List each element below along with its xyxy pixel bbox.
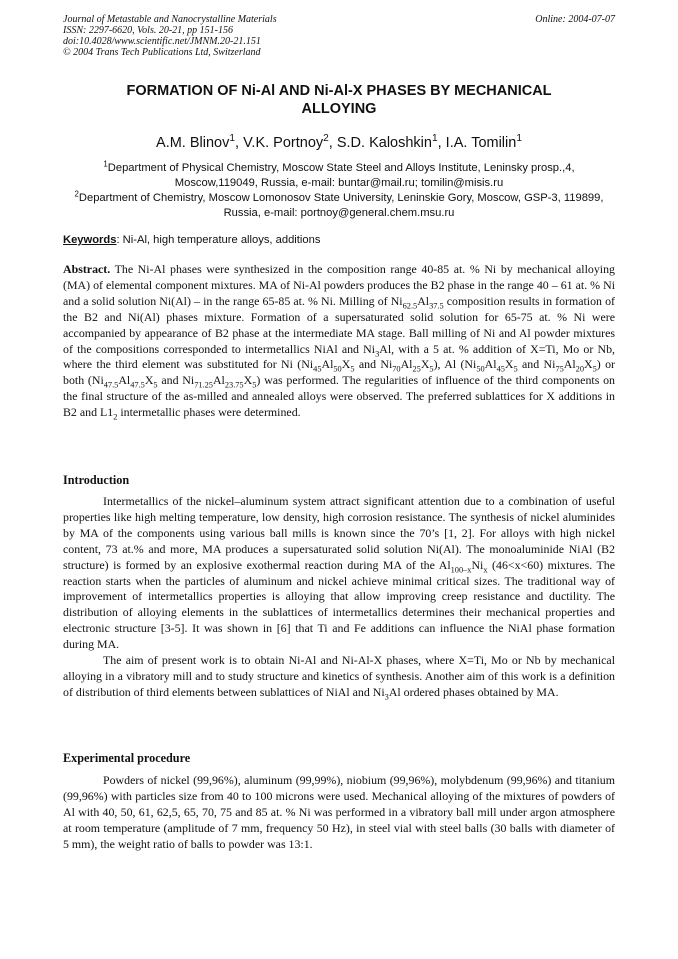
author-name: S.D. Kaloshkin (336, 135, 432, 151)
affiliations (63, 161, 615, 221)
experimental-heading: Experimental procedure (63, 751, 191, 765)
paragraph-text: The aim of present work is to obtain Ni-Al and Ni-Al-X phases, where X=Ti, Mo or Nb by mechanical alloying in a vibratory mill and to study structure and kinetics of synthesis. Another aim of this work is a definition of distribution of third elements between sublattices of NiAl and Ni (63, 653, 615, 699)
online-date: Online: 2004-07-07 (535, 14, 615, 25)
abstract-text: X (584, 357, 593, 372)
keywords-text: : Ni-Al, high temperature alloys, additions (116, 234, 321, 246)
subscript: x (483, 565, 488, 574)
paper-title (63, 82, 615, 118)
abstract-text: ) was performed. The regularities of influence of the third components on the final structure of the as-milled and annealed alloys were observed. The preferred sublattices for X additions in B2 and L1 (63, 373, 615, 420)
subscript: 2 (113, 412, 118, 422)
title-line-1: FORMATION OF Ni-Al AND Ni-Al-X PHASES BY MECHANICAL (126, 83, 552, 99)
doi-line: doi:10.4028/www.scientific.net/JMNM.20-21.151 (63, 36, 261, 47)
abstract-text: X (144, 373, 154, 388)
author-affiliation-mark: 1 (229, 133, 236, 145)
title-line-2: ALLOYING (301, 101, 377, 117)
affiliation-mark: 1 (103, 159, 108, 169)
abstract-text: and Ni (354, 357, 393, 372)
abstract-text: Al (212, 373, 225, 388)
subscript: 3 (375, 348, 380, 358)
subscript: 5 (350, 364, 355, 374)
introduction-body (63, 494, 615, 701)
affiliation-1 (63, 161, 615, 191)
experimental-body (63, 773, 615, 853)
paragraph-text: Intermetallics of the nickel–aluminum system attract significant attention due to a combination of useful properties like high melting temperature, low density, high corrosion resistance. The synthesis of nickel aluminides by MA of the components using various ball mills is known since the 70’s [1, 2]. For alloys with high nickel content, 73 at.% and more, MA produces a supersaturated solid solution Ni(Al). The monoaluminide NiAl (B2 structure) is formed by an explosive exothermal reaction during MA of the Al (63, 494, 615, 572)
subscript: 23.75 (224, 380, 244, 390)
keywords-label: Keywords (63, 234, 117, 246)
paragraph-text: (46<x<60) mixtures. The reaction starts when the particles of aluminum and nickel achieve minimal critical sizes. The traditional way of improvement of intermetallics properties is alloying that allow improving creep resistance and ductility. The distribution of alloying elements in the sublattices of intermetallics determines their mechanical properties and electronic structure [3-5]. It was shown in [6] that Ti and Fe additions can influence the NiAl phase formation during MA. (63, 557, 615, 652)
introduction-heading: Introduction (63, 473, 130, 487)
author-affiliation-mark: 1 (431, 133, 438, 145)
subscript: 62.5 (402, 301, 418, 311)
subscript: 5 (153, 380, 158, 390)
abstract-text: Al (484, 357, 497, 372)
subscript: 71.25 (194, 380, 213, 390)
subscript: 20 (575, 364, 584, 374)
keywords (63, 233, 615, 248)
subscript: 47.5 (103, 380, 119, 390)
introduction-paragraph-1 (63, 494, 615, 653)
issn-line: ISSN: 2297-6620, Vols. 20-21, pp 151-156 (63, 25, 233, 36)
abstract-text: The Ni-Al phases were synthesized in the composition range 40-85 at. % Ni by mechanical alloying (MA) of elemental component mixtures. MA of Ni-Al powders produces the B2 phase in the range 40 – 61 at. % Ni and a solid solution Ni(Al) – in the range 65-85 at. % Ni. Milling of Ni (63, 262, 615, 308)
author-name: I.A. Tomilin (445, 135, 517, 151)
author-affiliation-mark: 2 (323, 133, 329, 145)
copyright-line: © 2004 Trans Tech Publications Ltd, Switzerland (63, 47, 261, 58)
subscript: 45 (496, 364, 505, 374)
abstract-text: intermetallic phases were determined. (117, 405, 301, 420)
abstract-text: X (341, 357, 351, 372)
abstract-text: Al (321, 357, 334, 372)
affiliation-mark: 2 (74, 189, 79, 199)
subscript: 50 (333, 364, 342, 374)
subscript: 5 (513, 364, 518, 374)
subscript: 45 (313, 364, 322, 374)
abstract-label: Abstract. (63, 262, 111, 276)
journal-name: Journal of Metastable and Nanocrystalline Materials (63, 14, 277, 25)
subscript: 100–x (450, 565, 472, 574)
abstract-text: X (420, 357, 430, 372)
subscript: 47.5 (130, 380, 145, 390)
author-name: A.M. Blinov (156, 135, 230, 151)
abstract-text: and Ni (517, 357, 556, 372)
abstract (63, 262, 615, 421)
subscript: 3 (384, 692, 389, 702)
abstract-text: Al, with a 5 at. % addition of X=Ti, Mo or Nb, where the third element was substituted for Ni (Ni (63, 341, 615, 372)
subscript: 5 (252, 380, 257, 390)
affiliation-text: Department of Physical Chemistry, Moscow State Steel and Alloys Institute, Leninsky prosp.,4, Moscow,119049, Russia, e-mail: buntar@mail.ru; tomilin@misis.ru (107, 162, 575, 189)
abstract-text: composition results in formation of the B2 and Ni(Al) phases mixture. Formation of a supersaturated solid solution for 65-75 at. % Ni were accompanied by appearance of B2 phase at the intermediate MA stage. Ball milling of Ni and Al powder mixtures of the compositions corresponded to intermetallics NiAl and Ni (63, 293, 615, 356)
paragraph-text: Al ordered phases obtained by MA. (388, 684, 559, 699)
abstract-text: and Ni (157, 373, 195, 388)
introduction-paragraph-2 (63, 653, 615, 701)
subscript: 25 (412, 364, 421, 374)
author-affiliation-mark: 1 (516, 133, 522, 145)
subscript: 50 (476, 364, 485, 374)
experimental-paragraph-1: Powders of nickel (99,96%), aluminum (99,99%), niobium (99,96%), molybdenum (99,96%) and titanium (99,96%) with particles size from 40 to 100 microns were used. Mechanical alloying of the mixtures of powders of Al with 40, 50, 61, 62,5, 65, 70, 75 and 85 at. % Ni was performed in a vibratory ball mill under argon atmosphere at room temperature (amplitude of 7 mm, frequency 50 Hz), in steel vial with steel balls (30 balls with diameter of 5 mm), the weight ratio of balls to powder was 13:1. (63, 773, 615, 851)
affiliation-2 (63, 191, 615, 221)
author-list: A.M. Blinov$^1$, V.K. Portnoy$^2$, S.D. Kaloshkin$^1$, I.A. Tomilin$^1$ (156, 133, 522, 151)
paragraph-text: Ni (471, 557, 484, 572)
abstract-text: ), Al (Ni (433, 357, 477, 372)
journal-header (63, 14, 615, 58)
abstract-text: X (504, 357, 514, 372)
abstract-text: ) or both (Ni (63, 357, 615, 388)
subscript: 70 (392, 364, 401, 374)
abstract-text: Al (563, 357, 576, 372)
abstract-text: Al (400, 357, 413, 372)
subscript: 5 (429, 364, 434, 374)
abstract-text: X (243, 373, 253, 388)
abstract-text: Al (118, 373, 131, 388)
affiliation-text: Department of Chemistry, Moscow Lomonosov State University, Leninskie Gory, Moscow, GSP-3, 119899, Russia, e-mail: portnoy@general.chem.msu.ru (78, 192, 604, 219)
author-name: V.K. Portnoy (243, 135, 324, 151)
abstract-text: Al (417, 293, 430, 308)
subscript: 75 (555, 364, 564, 374)
subscript: 5 (592, 364, 597, 374)
subscript: 37.5 (429, 301, 444, 311)
